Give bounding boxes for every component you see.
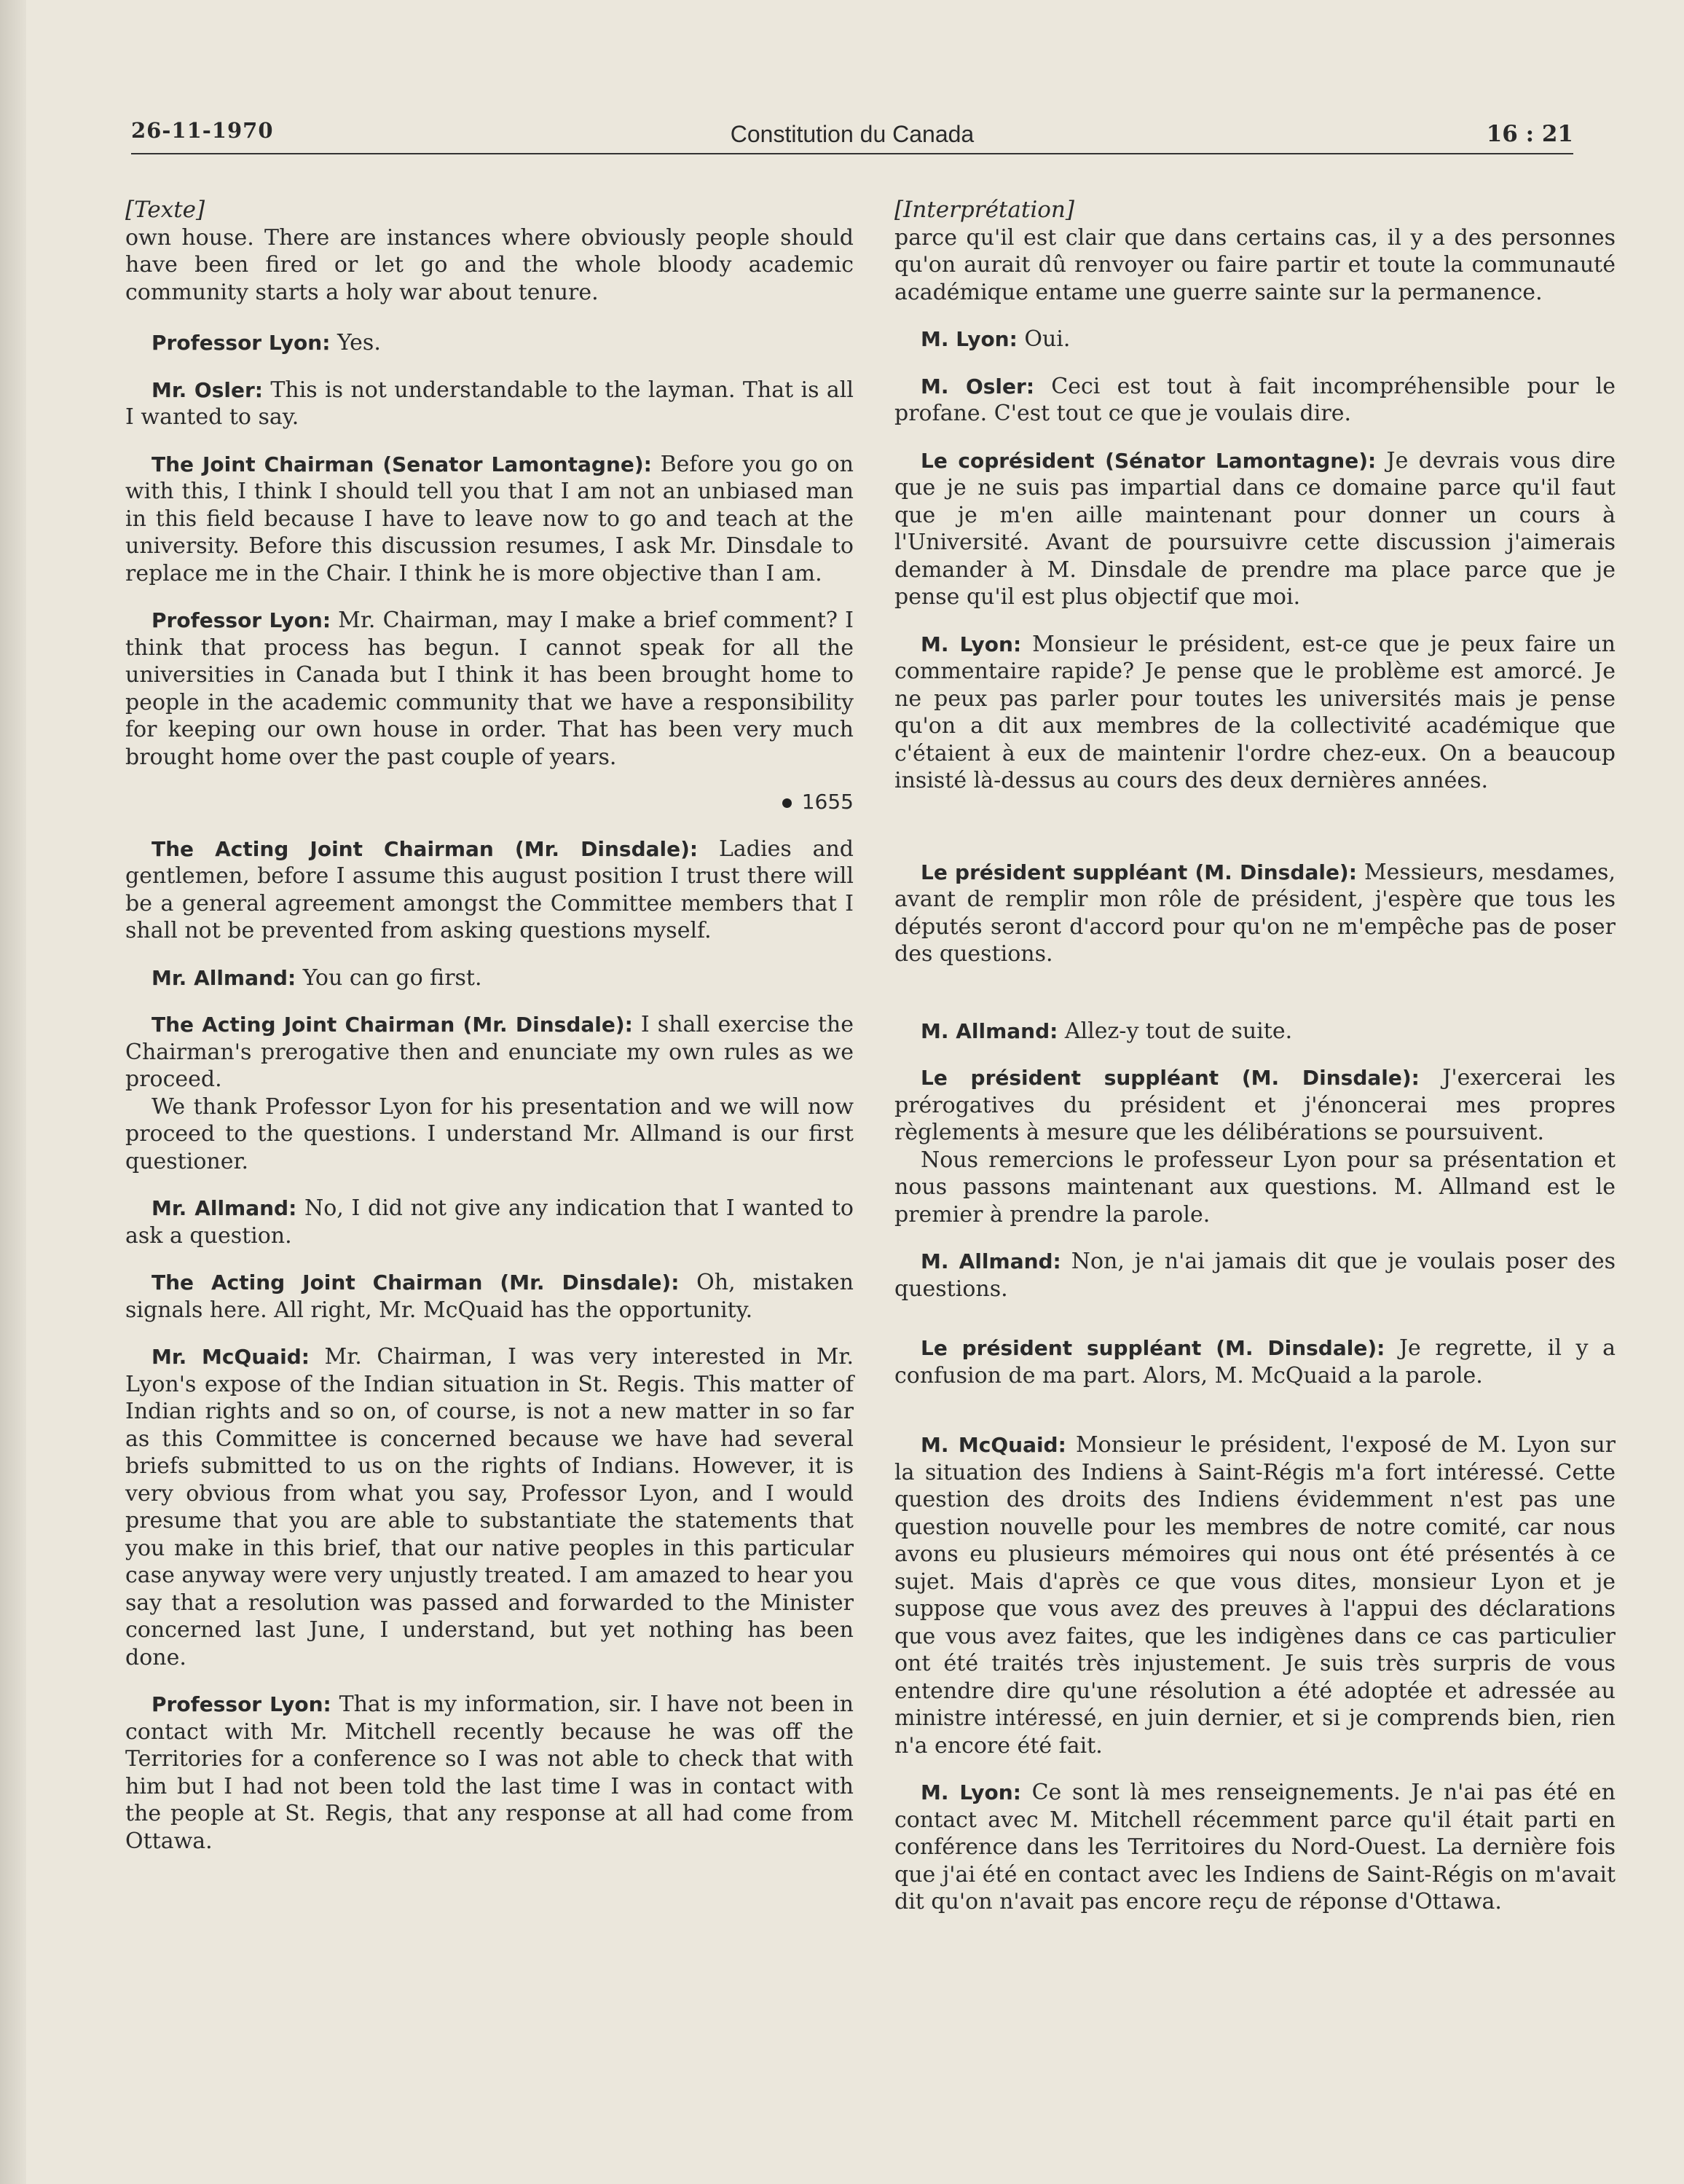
page-header xyxy=(131,117,1573,154)
section-tag: [Interprétation] xyxy=(894,197,1074,223)
speaker-name: M. Osler: xyxy=(921,374,1035,398)
speech-text: Mr. Chairman, may I make a brief comment? I think that process has begun. I cannot speak for all the universities in Canada but I think it has been brought home to people in the academic community that we have a responsibility for keeping our own house in order. That has been very much brought home over the past couple of years. xyxy=(125,608,854,770)
speech-paragraph xyxy=(125,377,854,431)
speech-text: Allez-y tout de suite. xyxy=(1058,1018,1293,1044)
speaker-name: M. Allmand: xyxy=(921,1018,1058,1043)
speech-paragraph xyxy=(125,1269,854,1324)
header-title: Constitution du Canada xyxy=(730,121,975,147)
french-column xyxy=(894,197,1616,1916)
speech-paragraph xyxy=(125,1011,854,1093)
time-marker-text: 1655 xyxy=(801,790,854,814)
speaker-name: Professor Lyon: xyxy=(152,608,331,632)
speech-text: Messieurs, mesdames, avant de remplir mon rôle de président, j'espère que tous les députés seront d'accord pour qu'on ne m'empêche pas de poser des questions. xyxy=(894,859,1616,967)
speaker-name: Mr. Allmand: xyxy=(152,1196,297,1220)
speech-paragraph xyxy=(125,965,854,992)
speech-text: You can go first. xyxy=(296,965,482,991)
speech-text: Ceci est tout à fait incompréhensible pour le profane. C'est tout ce que je voulais dire. xyxy=(894,373,1616,426)
speaker-name: M. Allmand: xyxy=(921,1249,1061,1273)
speech-text: I shall exercise the Chairman's prerogative then and enunciate my own rules as we proceed. xyxy=(125,1012,854,1092)
speech-text: Oh, mistaken signals here. All right, Mr. McQuaid has the opportunity. xyxy=(125,1270,854,1323)
speech-paragraph xyxy=(894,1779,1616,1916)
intro-paragraph: own house. There are instances where obviously people should have been fired or let go and the whole bloody academic community starts a holy war about tenure. xyxy=(125,224,854,305)
speaker-name: M. Lyon: xyxy=(921,632,1022,656)
speaker-name: Mr. Osler: xyxy=(152,377,263,402)
speech-paragraph xyxy=(894,447,1616,611)
speaker-name: Le président suppléant (M. Dinsdale): xyxy=(921,1336,1385,1360)
speaker-name: Le coprésident (Sénator Lamontagne): xyxy=(921,448,1377,473)
speech-paragraph xyxy=(894,1064,1616,1147)
speech-paragraph xyxy=(894,326,1616,353)
continuation-paragraph: Nous remercions le professeur Lyon pour sa présentation et nous passons maintenant aux questions. M. Allmand est le premier à prendre la parole. xyxy=(894,1147,1616,1227)
speech-text: Je devrais vous dire que je ne suis pas impartial dans ce domaine parce qu'il faut que je m'en aille maintenant pour donner un cours à l'Université. Avant de poursuivre cette discussion j'aimerais demander à M. Dinsdale de prendre ma place parce que je pense qu'il est plus objectif que moi. xyxy=(894,447,1616,610)
speech-paragraph xyxy=(894,1335,1616,1389)
speaker-name: M. McQuaid: xyxy=(921,1433,1066,1457)
speech-text: Mr. Chairman, I was very interested in Mr. Lyon's expose of the Indian situation in St. Regis. This matter of Indian rights and so on, of course, is not a new matter in so far as this Committee is concerned because we have had several briefs submitted to us on the rights of Indians. However, it is very obvious from what you say, Professor Lyon, and I would presume that you are able to substantiate the statements that you make in this brief, that our native peoples in this particular case anyway were very unjustly treated. I am amazed to hear you say that a resolution was passed and forwarded to the Minister concerned last June, I understand, but yet nothing has been done. xyxy=(125,1344,854,1670)
speech-paragraph xyxy=(894,373,1616,428)
scan-edge xyxy=(0,0,26,2184)
header-date: 26-11-1970 xyxy=(131,118,274,143)
speech-text: This is not understandable to the layman. That is all I wanted to say. xyxy=(125,377,854,430)
speaker-name: M. Lyon: xyxy=(921,1780,1021,1804)
speaker-name: Le président suppléant (M. Dinsdale): xyxy=(921,1066,1420,1090)
bullet-icon xyxy=(782,798,792,808)
speech-text: Ladies and gentlemen, before I assume this august position I trust there will be a general agreement amongst the Committee members that I shall not be prevented from asking questions myself. xyxy=(125,836,854,943)
continuation-paragraph: We thank Professor Lyon for his presentation and we will now proceed to the questions. I understand Mr. Allmand is our first questioner. xyxy=(125,1093,854,1174)
speech-paragraph xyxy=(125,1343,854,1671)
page-number: 16 : 21 xyxy=(1486,121,1573,147)
speaker-name: The Acting Joint Chairman (Mr. Dinsdale): xyxy=(152,1013,633,1037)
speech-text: Non, je n'ai jamais dit que je voulais poser des questions. xyxy=(894,1249,1616,1302)
speech-text: Yes. xyxy=(330,330,381,356)
speech-paragraph xyxy=(894,1018,1616,1045)
speech-text: Ce sont là mes renseignements. Je n'ai pas été en contact avec M. Mitchell récemment parce qu'il était parti en conférence dans les Territoires du Nord-Ouest. La dernière fois que j'ai été en contact avec les Indiens de Saint-Régis on m'avait dit qu'on n'avait pas encore reçu de réponse d'Ottawa. xyxy=(894,1780,1616,1914)
speech-paragraph xyxy=(125,1691,854,1855)
speaker-name: Mr. McQuaid: xyxy=(152,1345,310,1369)
speaker-name: The Acting Joint Chairman (Mr. Dinsdale): xyxy=(152,836,699,861)
speech-paragraph xyxy=(125,607,854,771)
speech-paragraph xyxy=(125,1195,854,1249)
speech-paragraph xyxy=(894,1248,1616,1303)
speech-text: Monsieur le président, l'exposé de M. Lyon sur la situation des Indiens à Saint-Régis m'a fort intéressé. Cette question des droits des Indiens évidemment n'est pas une question nouvelle pour les membres de notre comité, car nous avons eu plusieurs mémoires qui nous ont été présentés à ce sujet. Mais d'après ce que vous dites, monsieur Lyon et je suppose que vous avez des preuves à l'appui des déclarations que vous avez faites, que les indigènes dans ce cas particulier ont été traités très injustement. Je suis très surpris de vous entendre dire qu'une résolution a été adoptée et adressée au ministre intéressé, en juin dernier, et si je comprends bien, rien n'a encore été fait. xyxy=(894,1432,1616,1759)
intro-paragraph: parce qu'il est clair que dans certains cas, il y a des personnes qu'on aurait dû renvoyer ou faire partir et toute la communauté académique entame une guerre sainte sur la permanence. xyxy=(894,224,1616,305)
speech-paragraph xyxy=(125,451,854,588)
section-tag: [Texte] xyxy=(125,197,205,223)
speaker-name: Le président suppléant (M. Dinsdale): xyxy=(921,860,1357,884)
speech-paragraph xyxy=(125,836,854,945)
speech-text: Oui. xyxy=(1017,326,1071,352)
speaker-name: Mr. Allmand: xyxy=(152,965,296,990)
speech-paragraph xyxy=(125,329,854,357)
english-column xyxy=(125,197,854,1855)
speech-paragraph xyxy=(894,859,1616,968)
speech-paragraph xyxy=(894,1431,1616,1759)
time-marker xyxy=(125,788,854,816)
speaker-name: Professor Lyon: xyxy=(152,1692,331,1716)
speech-text: No, I did not give any indication that I wanted to ask a question. xyxy=(125,1195,854,1249)
speech-text: Before you go on with this, I think I should tell you that I am not an unbiased man in this field because I have to leave now to go and teach at the university. Before this discussion resumes, I ask Mr. Dinsdale to replace me in the Chair. I think he is more objective than I am. xyxy=(125,451,854,586)
speaker-name: M. Lyon: xyxy=(921,327,1018,351)
speaker-name: The Acting Joint Chairman (Mr. Dinsdale): xyxy=(152,1270,680,1295)
speech-paragraph xyxy=(894,631,1616,795)
speech-text: Je regrette, il y a confusion de ma part. Alors, M. McQuaid a la parole. xyxy=(894,1335,1616,1388)
speech-text: Monsieur le président, est-ce que je peux faire un commentaire rapide? Je pense que le problème est amorcé. Je ne peux pas parler pour toutes les universités mais je pense qu'on a dit aux membres de la collectivité académique que c'étaient à eux de maintenir l'ordre chez-eux. On a beaucoup insisté là-dessus au cours des deux dernières années. xyxy=(894,631,1616,793)
speaker-name: Professor Lyon: xyxy=(152,331,331,355)
speech-text: That is my information, sir. I have not been in contact with Mr. Mitchell recently because he was off the Territories for a conference so I was not able to check that with him but I had not been told the last time I was in contact with the people at St. Regis, that any response at all had come from Ottawa. xyxy=(125,1692,854,1854)
speech-text: J'exercerai les prérogatives du président et j'énoncerai mes propres règlements à mesure que les délibérations se poursuivent. xyxy=(894,1065,1616,1145)
speaker-name: The Joint Chairman (Senator Lamontagne): xyxy=(152,452,652,476)
